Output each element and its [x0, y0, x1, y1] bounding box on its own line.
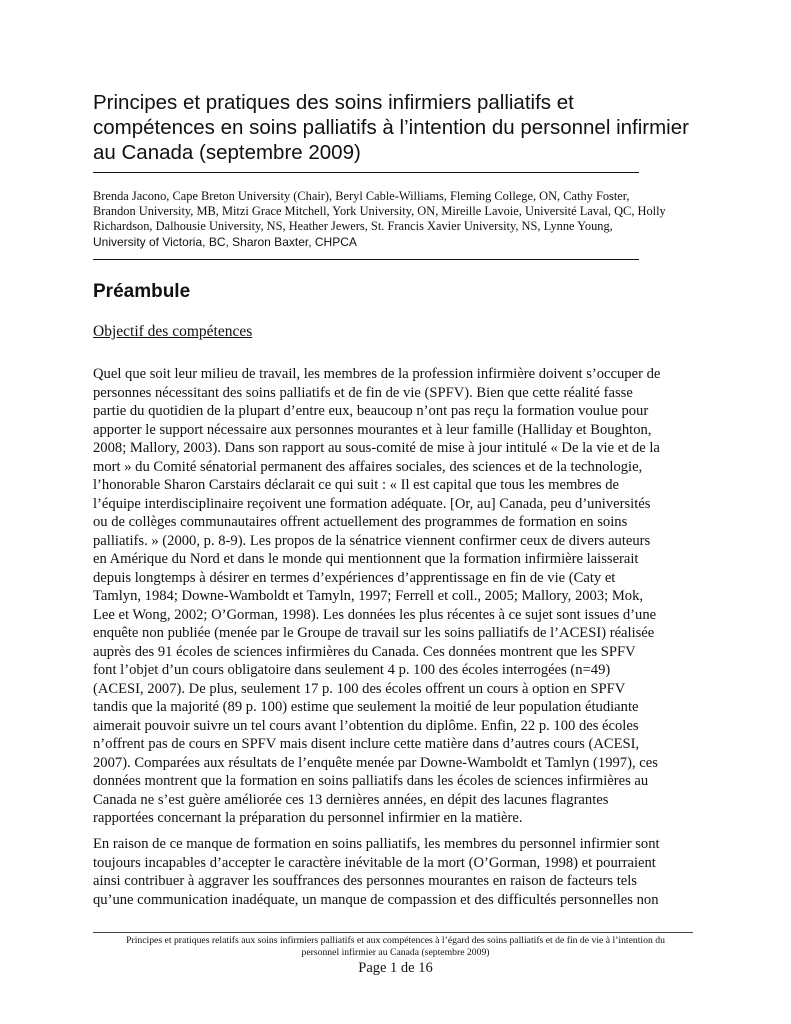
- authors-divider: [93, 259, 639, 260]
- text-line: toujours incapables d’accepter le caractère inévitable de la mort (O’Gorman, 1998) et pourraient: [93, 854, 656, 871]
- title-line: Principes et pratiques des soins infirmiers palliatifs et: [93, 91, 574, 114]
- text-line: partie du quotidien de la plupart d’entre eux, beaucoup n’ont pas reçu la formation voulue pour: [93, 403, 649, 419]
- paragraph-2: [93, 835, 705, 909]
- text-line: l’honorable Sharon Carstairs déclarait ce qui suit : « Il est capital que tous les membres de: [93, 477, 620, 493]
- text-line: l’équipe interdisciplinaire reçoivent une formation adéquate. [Or, au] Canada, peu d’universités: [93, 495, 651, 512]
- footer-line: Principes et pratiques relatifs aux soins infirmiers palliatifs et aux compétences à l’égard des soins palliatifs et de fin de vie à l’intention du: [126, 935, 665, 946]
- title-divider: [93, 172, 639, 173]
- authors-line: Brandon University, MB, Mitzi Grace Mitchell, York University, ON, Mireille Lavoie, Université Laval, QC, Holly: [93, 204, 666, 219]
- authors-line: Brenda Jacono, Cape Breton University (Chair), Beryl Cable-Williams, Fleming College, ON, Cathy Foster,: [93, 189, 630, 203]
- text-line: 2008; Mallory, 2003). Dans son rapport au sous-comité de mise à jour intitulé « De la vie et de la: [93, 440, 660, 456]
- text-line: aimerait pouvoir suivre un tel cours avant l’obtention du diplôme. Enfin, 22 p. 100 des écoles: [93, 717, 639, 734]
- text-line: Canada ne s’est guère améliorée ces 13 dernières années, en dépit des lacunes flagrantes: [93, 791, 609, 808]
- text-line: depuis longtemps à désirer en termes d’expériences d’apprentissage en fin de vie (Caty et: [93, 569, 616, 586]
- text-line: n’offrent pas de cours en SPFV mais disent inclure cette matière dans d’autres cours (ACESI,: [93, 736, 640, 752]
- footer-line: personnel infirmier au Canada (septembre 2009): [301, 947, 490, 958]
- text-line: (ACESI, 2007). De plus, seulement 17 p. 100 des écoles offrent un cours à option en SPFV: [93, 680, 626, 697]
- text-line: ainsi contribuer à aggraver les souffrances des personnes mourantes en raison de facteurs tels: [93, 873, 637, 889]
- text-line: En raison de ce manque de formation en soins palliatifs, les membres du personnel infirmier sont: [93, 836, 660, 852]
- text-line: qu’une communication inadéquate, un manque de compassion et des difficultés personnelles non: [93, 891, 659, 908]
- text-line: ou de collèges communautaires offrent actuellement des programmes de formation en soins: [93, 514, 628, 530]
- text-line: données montrent que la formation en soins palliatifs dans les écoles de sciences infirmières au: [93, 773, 649, 789]
- text-line: apporter le support nécessaire aux personnes mourantes et à leur famille (Halliday et Boughton,: [93, 421, 652, 438]
- text-line: personnes nécessitant des soins palliatifs et de fin de vie (SPFV). Bien que cette réalité fasse: [93, 384, 633, 401]
- text-line: en Amérique du Nord et dans le monde qui mentionnent que la formation infirmière laisserait: [93, 551, 639, 567]
- text-line: Tamlyn, 1984; Downe-Wamboldt et Tamyln, 1997; Ferrell et coll., 2005; Mallory, 2003; Mok,: [93, 588, 644, 604]
- text-line: Lee et Wong, 2002; O’Gorman, 1998). Les données les plus récentes à ce sujet sont issues d’une: [93, 606, 657, 623]
- page-number: Page 1 de 16: [358, 960, 433, 976]
- text-line: enquête non publiée (menée par le Groupe de travail sur les soins palliatifs de l’ACESI) réalisée: [93, 625, 655, 641]
- authors-line: University of Victoria, BC, Sharon Baxter, CHPCA: [93, 234, 357, 249]
- text-line: tandis que la majorité (89 p. 100) estime que seulement la moitié de leur population étudiante: [93, 699, 639, 715]
- document-title: [93, 90, 713, 165]
- text-line: rapportées concernant la préparation du personnel infirmier en la matière.: [93, 810, 523, 826]
- paragraph-1: [93, 365, 705, 828]
- authors-line: Richardson, Dalhousie University, NS, Heather Jewers, St. Francis Xavier University, NS, Lynne Young,: [93, 219, 613, 234]
- text-line: font l’objet d’un cours obligatoire dans seulement 4 p. 100 des écoles interrogées (n=49): [93, 662, 611, 678]
- text-line: auprès des 91 écoles de sciences infirmières du Canada. Ces données montrent que les SPFV: [93, 643, 636, 660]
- title-line: compétences en soins palliatifs à l’intention du personnel infirmier: [93, 116, 689, 139]
- text-line: palliatifs. » (2000, p. 8-9). Les propos de la sénatrice viennent confirmer ceux de divers auteurs: [93, 532, 651, 549]
- text-line: mort » du Comité sénatorial permanent des affaires sociales, des sciences et de la technologie,: [93, 458, 643, 475]
- title-line: au Canada (septembre 2009): [93, 141, 361, 164]
- text-line: Quel que soit leur milieu de travail, les membres de la profession infirmière doivent s’occuper de: [93, 366, 661, 382]
- subheading: Objectif des compétences: [93, 323, 253, 340]
- text-line: 2007). Comparées aux résultats de l’enquête menée par Downe-Wamboldt et Tamlyn (1997), ces: [93, 754, 658, 771]
- section-heading: Préambule: [93, 281, 191, 302]
- authors-list: [93, 189, 713, 250]
- page-footer: [93, 935, 698, 959]
- footer-divider: [93, 932, 693, 933]
